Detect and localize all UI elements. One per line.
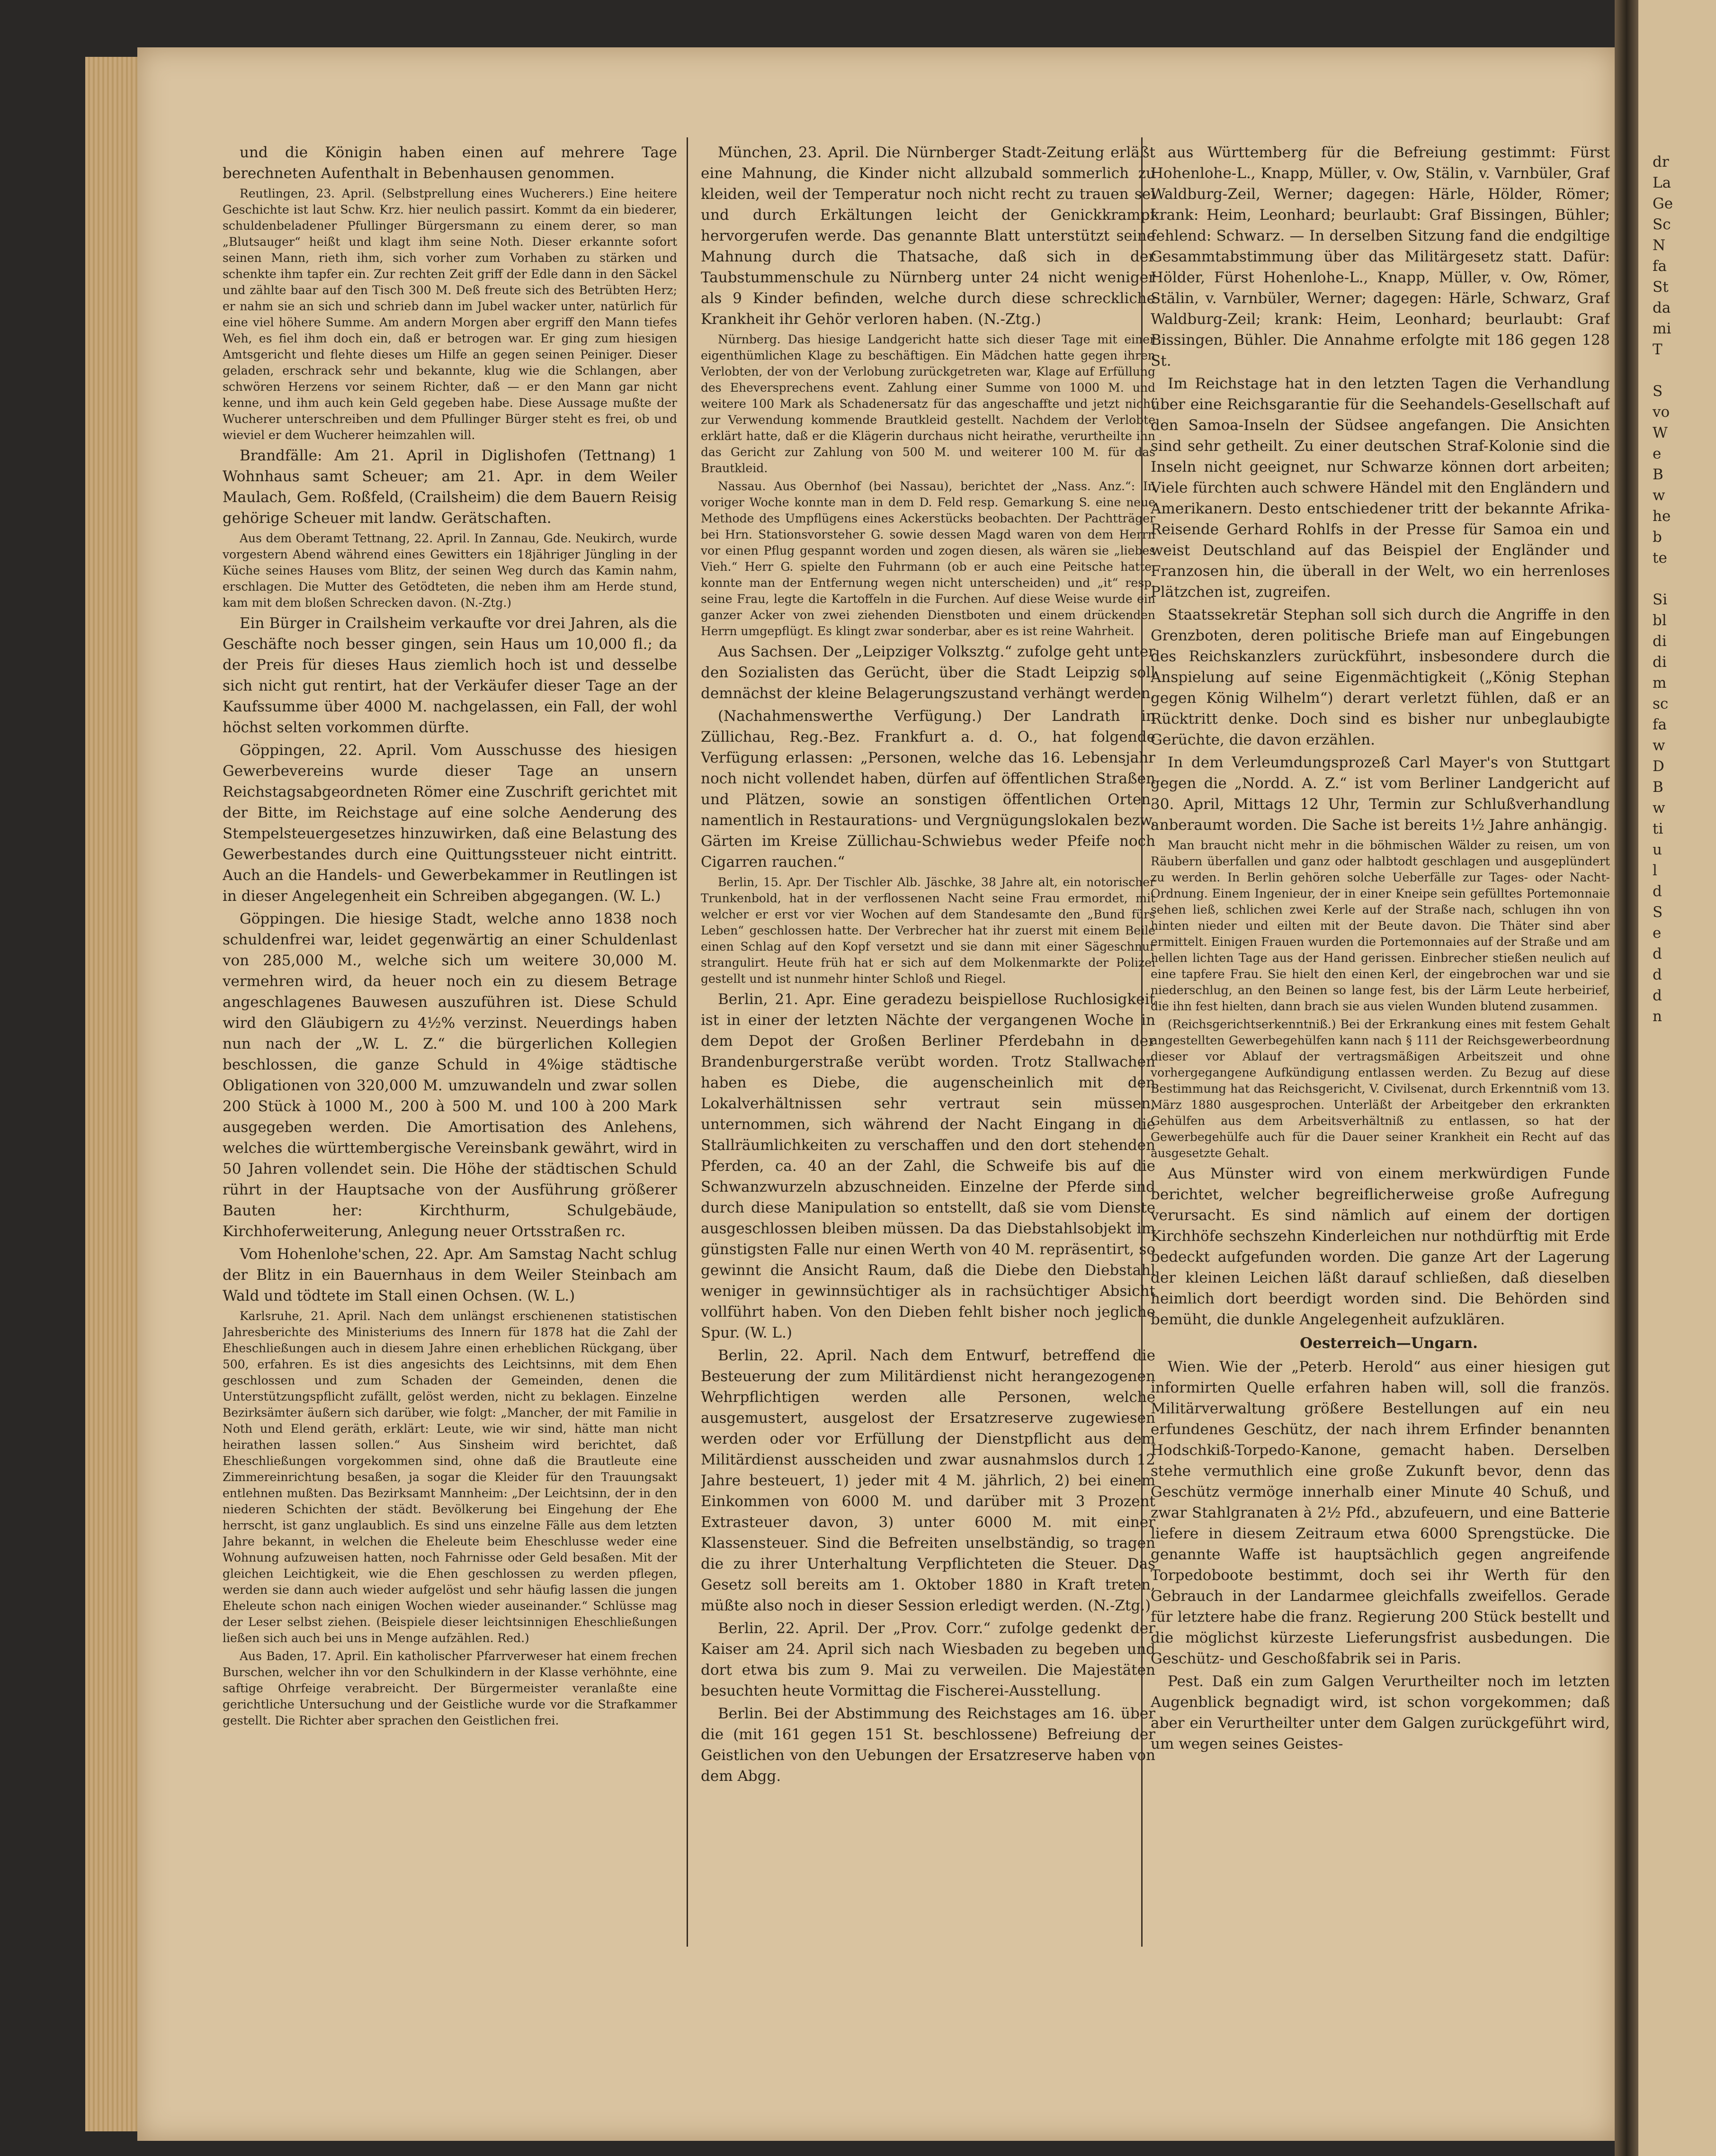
article-paragraph: Berlin. Bei der Abstimmung des Reichstages am 16. über die (mit 161 gegen 151 St. beschlossene) Befreiung der Geistlichen von den Uebungen der Ersatzreserve haben von dem Abgg.: [701, 1705, 1155, 1785]
article-paragraph: Wien. Wie der „Peterb. Herold“ aus einer hiesigen gut informirten Quelle erfahren haben will, soll die französ. Militärverwaltung größere Bestellungen auf ein neu erfundenes Geschütz, der nach ihrem Erfinder benannten Hodschkiß-Torpedo-Kanone, gemacht haben. Derselben stehe vermuthlich eine große Zukunft bevor, denn das Geschütz vermöge innerhalb einer Minute 40 Schuß, und zwar Stahlgranaten à 2½ Pfd., abzufeuern, und eine Batterie liefere in diesem Zeitraum etwa 6000 Sprengstücke. Die genannte Waffe ist hauptsächlich gegen angreifende Torpedoboote bestimmt, doch sei ihr Werth für den Gebrauch in der Landarmee gleichfalls zweifellos. Gerade für letztere habe die franz. Regierung 200 Stück bestellt und die möglichst kürzeste Lieferungsfrist ausbedungen. Die Geschütz- und Geschoßfabrik sei in Paris.: [1151, 1358, 1610, 1667]
article-paragraph: Karlsruhe, 21. April. Nach dem unlängst erschienenen statistischen Jahresberichte des Ministeriums des Innern für 1878 hat die Zahl der Eheschließungen auch in diesem Jahre einen erheblichen Rückgang, über 500, erfahren. Es ist dies angesichts des Leichtsinns, mit dem Ehen geschlossen und zum Schaden der Gemeinden, denen die Unterstützungspflicht zufällt, gelöst werden, nicht zu beklagen. Einzelne Bezirksämter äußern sich darüber, wie folgt: „Mancher, der mit Familie in Noth und Elend geräth, erklärt: Leute, wie wir sind, hätte man nicht heirathen lassen sollen.“ Aus Sinsheim wird berichtet, daß Eheschließungen vorgekommen sind, ohne daß die Brautleute eine Zimmereinrichtung besaßen, ja sogar die Kleider für den Trauungsakt entlehnen mußten. Das Bezirksamt Mannheim: „Der Leichtsinn, der in den niederen Schichten der städt. Bevölkerung bei Eingehung der Ehe herrscht, ist ganz unglaublich. Es sind uns einzelne Fälle aus dem letzten Jahre bekannt, in welchen die Eheleute beim Eheschlusse weder eine Wohnung aufzuweisen hatten, noch Fahrnisse oder Geld besaßen. Mit der gleichen Leichtigkeit, wie die Ehen geschlossen zu werden pflegen, werden sie dann auch wieder aufgelöst und sehr häufig lassen die jungen Eheleute schon nach einigen Wochen wieder auseinander.“ Schlüsse mag der Leser selbst ziehen. (Beispiele dieser leichtsinnigen Eheschließungen ließen sich auch bei uns in Menge aufzählen. Red.): [223, 1309, 677, 1645]
article-paragraph: Ein Bürger in Crailsheim verkaufte vor drei Jahren, als die Geschäfte noch besser gingen, sein Haus um 10,000 fl.; da der Preis für dieses Haus ziemlich hoch ist und desselbe sich nicht gut rentirt, hat der Verkäufer dieser Tage an der Kaufssumme über 4000 M. nachgelassen, ein Fall, der wohl höchst selten vorkommen dürfte.: [223, 615, 677, 736]
article-paragraph: und die Königin haben einen auf mehrere Tage berechneten Aufenthalt in Bebenhausen genommen.: [223, 144, 677, 182]
book-gutter: [1615, 0, 1638, 2156]
article-paragraph: Aus Münster wird von einem merkwürdigen Funde berichtet, welcher begreiflicherweise große Aufregung verursacht. Es sind nämlich auf einem der dortigen Kirchhöfe sechszehn Kinderleichen nur nothdürftig mit Erde bedeckt aufgefunden worden. Die ganze Art der Lagerung der kleinen Leichen läßt darauf schließen, daß dieselben heimlich dort beerdigt worden sind. Die Behörden sind bemüht, die dunkle Angelegenheit aufzuklären.: [1151, 1165, 1610, 1328]
article-paragraph: Aus Baden, 17. April. Ein katholischer Pfarrverweser hat einem frechen Burschen, welcher ihn vor den Schulkindern in der Klasse verhöhnte, eine saftige Ohrfeige verabreicht. Der Bürgermeister veranlaßte eine gerichtliche Untersuchung und der Geistliche wurde vor die Strafkammer gestellt. Die Richter aber sprachen den Geistlichen frei.: [223, 1649, 677, 1727]
article-paragraph: Nassau. Aus Obernhof (bei Nassau), berichtet der „Nass. Anz.“: In voriger Woche konnte man in dem D. Feld resp. Gemarkung S. eine neue Methode des Umpflügens eines Ackerstücks beobachten. Der Pachtträger bei Hrn. Stationsvorsteher G. sowie dessen Magd waren von dem Herrn vor einen Pflug gespannt worden und zogen diesen, als wären sie „liebes Vieh.“ Herr G. spielte den Fuhrmann (ob er auch eine Peitsche hatte, konnte man der Entfernung wegen nicht unterscheiden) und „it“ resp. seine Frau, legte die Kartoffeln in die Furchen. Auf diese Weise wurde ein ganzer Acker von zwei ziehenden Dienstboten und einem drückenden Herrn umgepflügt. Es klingt zwar sonderbar, aber es ist reine Wahrheit.: [701, 479, 1155, 638]
article-paragraph: Berlin, 22. April. Nach dem Entwurf, betreffend die Besteuerung der zum Militärdienst nicht herangezogenen Wehrpflichtigen werden alle Personen, welche ausgemustert, ausgelost der Ersatzreserve zugewiesen werden oder vor Erfüllung der Dienstpflicht aus dem Militärdienst ausscheiden und zwar ausnahmslos durch 12 Jahre besteuert, 1) jeder mit 4 M. jährlich, 2) bei einem Einkommen von 6000 M. und darüber mit 3 Prozent Extrasteuer davon, 3) unter 6000 M. mit einer Klassensteuer. Sind die Befreiten unselbständig, so tragen die zu ihrer Unterhaltung Verpflichteten die Steuer. Das Gesetz soll bereits am 1. Oktober 1880 in Kraft treten, müßte also noch in dieser Session erledigt werden. (N.-Ztg.): [701, 1347, 1155, 1614]
text-column-3: [1151, 142, 1610, 1942]
article-paragraph: (Reichsgerichtserkenntniß.) Bei der Erkrankung eines mit festem Gehalt angestellten Gewerbegehülfen kann nach § 111 der Reichsgewerbeordnung dieser vor Ablauf der vertragsmäßigen Arbeitszeit und ohne vorhergegangene Aufkündigung entlassen werden. Zu Bezug auf diese Bestimmung hat das Reichsgericht, V. Civilsenat, durch Erkenntniß vom 13. März 1880 ausgesprochen. Unterläßt der Arbeitgeber den erkrankten Gehülfen aus dem Arbeitsverhältniß zu entlassen, so hat der Gewerbegehülfe auch für die Dauer seiner Krankheit ein Recht auf das ausgesetzte Gehalt.: [1151, 1017, 1610, 1160]
article-paragraph: Pest. Daß ein zum Galgen Verurtheilter noch im letzten Augenblick begnadigt wird, ist schon vorgekommen; daß aber ein Verurtheilter unter dem Galgen zurückgeführt wird, um wegen seines Geistes-: [1151, 1673, 1610, 1752]
article-paragraph: Göppingen, 22. April. Vom Ausschusse des hiesigen Gewerbevereins wurde dieser Tage an unsern Reichstagsabgeordneten Römer eine Zuschrift gerichtet mit der Bitte, im Reichstage auf eine solche Aenderung des Stempelsteuergesetzes hinzuwirken, daß eine Belastung des Gewerbestandes durch eine Quittungssteuer nicht eintritt. Auch an die Handels- und Gewerbekammer in Reutlingen ist in dieser Angelegenheit ein Schreiben abgegangen. (W. L.): [223, 742, 677, 905]
article-paragraph: Nürnberg. Das hiesige Landgericht hatte sich dieser Tage mit einer eigenthümlichen Klage zu beschäftigen. Ein Mädchen hatte gegen ihren Verlobten, der von der Verlobung zurückgetreten war, Klage auf Erfüllung des Eheversprechens event. Zahlung einer Summe von 1000 M. und weitere 100 Mark als Schadenersatz für das angeschaffte und jetzt nicht zur Verwendung kommende Brautkleid gestellt. Nachdem der Verlobte erklärt hatte, daß er die Klägerin durchaus nicht heirathe, verurtheilte ihn das Gericht zur Zahlung von 500 M. und weiterer 100 M. für das Brautkleid.: [701, 332, 1155, 475]
text-column-2: [701, 142, 1155, 1942]
article-paragraph: Staatssekretär Stephan soll sich durch die Angriffe in den Grenzboten, deren politische Briefe man auf Eingebungen des Reichskanzlers zurückführt, insbesondere durch die Anspielung auf seine Eigenmächtigkeit („König Stephan gegen König Wilhelm“) derart verletzt fühlen, daß er an Rücktritt denke. Doch sind es bisher nur unbeglaubigte Gerüchte, die davon erzählen.: [1151, 606, 1610, 748]
article-paragraph: Aus Sachsen. Der „Leipziger Volksztg.“ zufolge geht unter den Sozialisten das Gerücht, über die Stadt Leipzig soll demnächst der kleine Belagerungszustand verhängt werden.: [701, 643, 1155, 702]
article-paragraph: Im Reichstage hat in den letzten Tagen die Verhandlung über eine Reichsgarantie für die Seehandels-Gesellschaft auf den Samoa-Inseln der Südsee angefangen. Die Ansichten sind sehr getheilt. Zu einer deutschen Straf-Kolonie sind die Inseln nicht geeignet, nur Schwarze können dort arbeiten; Viele fürchten auch schwere Händel mit den Engländern und Amerikanern. Desto entschiedener tritt der bekannte Afrika-Reisende Gerhard Rohlfs in der Presse für Samoa ein und weist Deutschland auf das Beispiel der Engländer und Franzosen hin, die überall in der Welt, wo ein herrenloses Plätzchen ist, zugreifen.: [1151, 375, 1610, 601]
article-paragraph: Berlin, 15. Apr. Der Tischler Alb. Jäschke, 38 Jahre alt, ein notorischer Trunkenbold, hat in der verflossenen Nacht seine Frau ermordet, mit welcher er erst vor vier Wochen auf dem Standesamte den „Bund fürs Leben“ geschlossen hatte. Der Verbrecher hat ihr zuerst mit einem Beile einen Schlag auf den Kopf versetzt und sie dann mit einer Sägeschnur strangulirt. Heute früh hat er sich auf dem Molkenmarkte der Polizei gestellt und ist nunmehr hinter Schloß und Riegel.: [701, 875, 1155, 986]
article-paragraph: Brandfälle: Am 21. April in Diglishofen (Tettnang) 1 Wohnhaus samt Scheuer; am 21. Apr. in dem Weiler Maulach, Gem. Roßfeld, (Crailsheim) die dem Bauern Reisig gehörige Scheuer mit landw. Gerätschaften.: [223, 447, 677, 527]
article-paragraph: Berlin, 22. April. Der „Prov. Corr.“ zufolge gedenkt der Kaiser am 24. April sich nach Wiesbaden zu begeben und dort etwa bis zum 9. Mai zu verweilen. Die Majestäten besuchten heute Vormittag die Fischerei-Ausstellung.: [701, 1620, 1155, 1699]
article-paragraph: Berlin, 21. Apr. Eine geradezu beispiellose Ruchlosigkeit ist in einer der letzten Nächte der vergangenen Woche in dem Depot der Großen Berliner Pferdebahn in der Brandenburgerstraße verübt worden. Trotz Stallwachen haben es Diebe, die augenscheinlich mit den Lokalverhältnissen sehr vertraut sein müssen, unternommen, sich während der Nacht Eingang in die Stallräumlichkeiten zu verschaffen und den dort stehenden Pferden, ca. 40 an der Zahl, die Schweife bis auf die Schwanzwurzeln abzuschneiden. Einzelne der Pferde sind durch diese Manipulation so entstellt, daß sie vom Dienste ausgeschlossen bleiben müssen. Da das Diebstahlsobjekt im günstigsten Falle nur einen Werth von 40 M. repräsentirt, so gewinnt die Ansicht Raum, daß die Diebe den Diebstahl weniger in gewinnsüchtiger als in rachsüchtiger Absicht vollführt haben. Von den Dieben fehlt bisher noch jegliche Spur. (W. L.): [701, 991, 1155, 1341]
article-paragraph: (Nachahmenswerthe Verfügung.) Der Landrath in Züllichau, Reg.-Bez. Frankfurt a. d. O., hat folgende Verfügung erlassen: „Personen, welche das 16. Lebensjahr noch nicht vollendet haben, dürfen auf öffentlichen Straßen und Plätzen, sowie an sonstigen öffentlichen Orten, namentlich in Restaurations- und Vergnügungslokalen bezw. Gärten im Kreise Züllichau-Schwiebus weder Pfeife noch Cigarren rauchen.“: [701, 708, 1155, 871]
article-paragraph: Aus dem Oberamt Tettnang, 22. April. In Zannau, Gde. Neukirch, wurde vorgestern Abend während eines Gewitters ein 18jähriger Jüngling in der Küche seines Hauses vom Blitz, der seinen Weg durch das Kamin nahm, erschlagen. Die Mutter des Getödteten, die neben ihm am Herde stund, kam mit dem bloßen Schrecken davon. (N.-Ztg.): [223, 531, 677, 610]
article-paragraph: Göppingen. Die hiesige Stadt, welche anno 1838 noch schuldenfrei war, leidet gegenwärtig an einer Schuldenlast von 285,000 M., welche sich um weitere 30,000 M. vermehren wird, da heuer noch ein zu diesem Betrage angeschlagenes Bauwesen auszuführen ist. Diese Schuld wird den Gläubigern zu 4½% verzinst. Neuerdings haben nun nach der „W. L. Z.“ die bürgerlichen Kollegien beschlossen, die ganze Schuld in 4%ige städtische Obligationen von 320,000 M. umzuwandeln und zwar sollen 200 Stück à 1000 M., 200 à 500 M. und 100 à 200 Mark ausgegeben werden. Die Amortisation des Anlehens, welches die württembergische Vereinsbank gewährt, wird in 50 Jahren vollendet sein. Die Höhe der städtischen Schuld rührt in der Hauptsache von der Ausführung größerer Bauten her: Kirchthurm, Schulgebäude, Kirchhoferweiterung, Anlegung neuer Ortsstraßen rc.: [223, 910, 677, 1240]
text-column-1: [223, 142, 677, 1942]
article-paragraph: Man braucht nicht mehr in die böhmischen Wälder zu reisen, um von Räubern überfallen und ganz oder halbtodt geschlagen und ausgeplündert zu werden. In Berlin gehören solche Ueberfälle zur Tages- oder Nacht-Ordnung. Einem Ingenieur, der in einer Kneipe sein gefülltes Portemonnaie sehen ließ, schlichen zwei Kerle auf der Straße nach, schlugen ihn von hinten nieder und eilten mit der Beute davon. Die Thäter sind aber ermittelt. Einigen Frauen wurden die Portemonnaies auf der Straße und am hellen lichten Tage aus der Hand gerissen. Einbrecher stießen neulich auf eine tapfere Frau. Sie hielt den einen Kerl, der eingebrochen war und sie niederschlug, an den Beinen so lange fest, bis der Lärm Leute herbeirief, die ihn fest hielten, dann brach sie aus vielen Wunden blutend zusammen.: [1151, 838, 1610, 1013]
book-page-edges: [85, 57, 142, 2131]
article-paragraph: aus Württemberg für die Befreiung gestimmt: Fürst Hohenlohe-L., Knapp, Müller, v. Ow, Stälin, v. Varnbüler, Graf Waldburg-Zeil, Werner; dagegen: Härle, Hölder, Römer; krank: Heim, Leonhard; beurlaubt: Graf Bissingen, Bühler; fehlend: Schwarz. — In derselben Sitzung fand die endgiltige Gesammtabstimmung über das Militärgesetz statt. Dafür: Hölder, Fürst Hohenlohe-L., Knapp, Müller, v. Ow, Römer, Stälin, v. Varnbüler, Werner; dagegen: Härle, Schwarz, Graf Waldburg-Zeil; krank: Heim, Leonhard; beurlaubt: Graf Bissingen, Bühler. Die Annahme erfolgte mit 186 gegen 128 St.: [1151, 144, 1610, 369]
article-paragraph: München, 23. April. Die Nürnberger Stadt-Zeitung erläßt eine Mahnung, die Kinder nicht allzubald sommerlich zu kleiden, weil der Temperatur noch nicht recht zu trauen sei und durch Erkältungen leicht der Genickkrampf hervorgerufen werde. Das genannte Blatt unterstützt seine Mahnung durch die Thatsache, daß sich in der Taubstummenschule zu Nürnberg unter 24 nicht weniger als 9 Kinder befinden, welche durch diese schreckliche Krankheit ihr Gehör verloren haben. (N.-Ztg.): [701, 144, 1155, 328]
facing-page-text: dr La Ge Sc N fa St da mi T S vo W e B w he b te Si bl di di m sc fa w D B w ti u l d S e d d d n: [1653, 153, 1673, 1025]
article-paragraph: Reutlingen, 23. April. (Selbstprellung eines Wucherers.) Eine heitere Geschichte ist laut Schw. Krz. hier neulich passirt. Kommt da ein biederer, schuldenbeladener Pfullinger Bürgersmann zu einem derer, so man „Blutsauger“ heißt und klagt ihm seine Noth. Dieser erkannte sofort seinen Mann, rieth ihm, sich vorher zum Vorhaben zu stärken und schenkte ihm tapfer ein. Zur rechten Zeit griff der Edle dann in den Säckel und zählte baar auf den Tisch 300 M. Deß freute sich des Betrübten Herz; er nahm sie an sich und schrieb dann im Jubel wacker unter, natürlich für eine viel höhere Summe. Am andern Morgen aber ergriff den Mann tiefes Weh, es fiel ihm doch ein, daß er betrogen war. Er ging zum hiesigen Amtsgericht und flehte dieses um Hilfe an gegen seinen Peiniger. Dieser geladen, erschrack sehr und bekannte, klug wie die Schlangen, aber schwören Herzens vor seinem Richter, daß — er den Mann gar nicht kenne, und ihm auch kein Geld gegeben habe. Diese Aussage mußte der Wucherer unterschreiben und dem Pfullinger Bürger steht es frei, ob und wieviel er dem Wucherer heimzahlen will.: [223, 187, 677, 442]
section-heading: Oesterreich—Ungarn.: [1300, 1335, 1478, 1352]
article-paragraph: In dem Verleumdungsprozeß Carl Mayer's von Stuttgart gegen die „Nordd. A. Z.“ ist vom Berliner Landgericht auf 30. April, Mittags 12 Uhr, Termin zur Schlußverhandlung anberaumt worden. Die Sache ist bereits 1½ Jahre anhängig.: [1151, 754, 1610, 834]
column-rule-1: [687, 137, 688, 1947]
article-paragraph: Vom Hohenlohe'schen, 22. Apr. Am Samstag Nacht schlug der Blitz in ein Bauernhaus in dem Weiler Steinbach am Wald und tödtete im Stall einen Ochsen. (W. L.): [223, 1246, 677, 1304]
